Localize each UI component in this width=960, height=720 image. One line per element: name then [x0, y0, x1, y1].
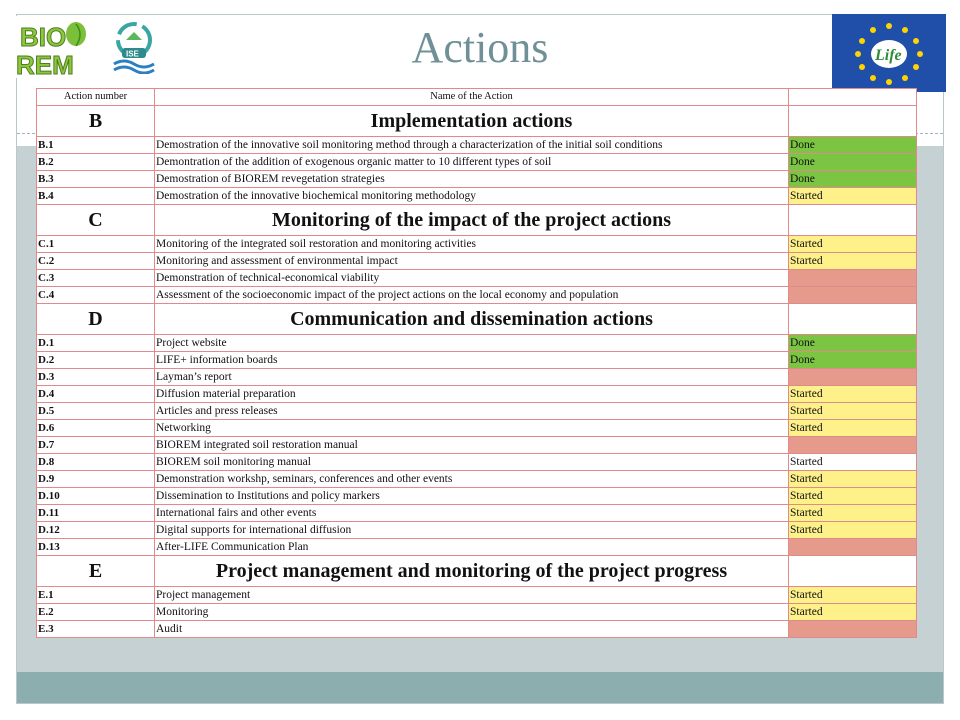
action-status — [789, 270, 917, 287]
action-number: D.13 — [37, 539, 155, 556]
action-status: Started — [789, 253, 917, 270]
action-status: Started — [789, 471, 917, 488]
table-row — [37, 236, 917, 253]
header-action-number: Action number — [37, 89, 155, 106]
action-number: B.3 — [37, 171, 155, 188]
table-row — [37, 437, 917, 454]
page-title: Actions — [411, 23, 549, 72]
action-status — [789, 287, 917, 304]
action-number: B.1 — [37, 137, 155, 154]
action-name: International fairs and other events — [155, 505, 789, 522]
action-status: Started — [789, 420, 917, 437]
section-status-cell — [789, 556, 917, 587]
section-status-cell — [789, 304, 917, 335]
action-number: D.9 — [37, 471, 155, 488]
section-row-d — [37, 304, 917, 335]
action-name: Monitoring — [155, 604, 789, 621]
action-number: C.1 — [37, 236, 155, 253]
table-row — [37, 454, 917, 471]
action-status: Done — [789, 171, 917, 188]
table-row — [37, 270, 917, 287]
action-number: D.3 — [37, 369, 155, 386]
action-name: Layman’s report — [155, 369, 789, 386]
action-name: Demonstration of technical-economical viability — [155, 270, 789, 287]
ise-logo — [104, 18, 166, 74]
action-number: D.11 — [37, 505, 155, 522]
action-number: E.3 — [37, 621, 155, 638]
table-row — [37, 253, 917, 270]
action-status: Started — [789, 403, 917, 420]
action-status: Done — [789, 154, 917, 171]
table-header-row — [37, 89, 917, 106]
action-status: Done — [789, 352, 917, 369]
section-row-b — [37, 106, 917, 137]
action-name: Assessment of the socioeconomic impact of the project actions on the local economy and population — [155, 287, 789, 304]
action-name: Project management — [155, 587, 789, 604]
action-status — [789, 437, 917, 454]
action-number: D.12 — [37, 522, 155, 539]
action-number: E.2 — [37, 604, 155, 621]
action-name: Demostration of BIOREM revegetation strategies — [155, 171, 789, 188]
action-name: Articles and press releases — [155, 403, 789, 420]
action-name: Monitoring of the integrated soil restoration and monitoring activities — [155, 236, 789, 253]
action-status: Started — [789, 604, 917, 621]
action-name: Demonstration workshp, seminars, conferences and other events — [155, 471, 789, 488]
table-row — [37, 171, 917, 188]
action-number: C.2 — [37, 253, 155, 270]
section-title: Project management and monitoring of the project progress — [155, 556, 789, 587]
action-status — [789, 369, 917, 386]
action-number: D.7 — [37, 437, 155, 454]
action-status: Started — [789, 188, 917, 205]
life-eu-logo — [832, 14, 946, 92]
action-name: Demontration of the addition of exogenous organic matter to 10 different types of soil — [155, 154, 789, 171]
action-name: BIOREM integrated soil restoration manual — [155, 437, 789, 454]
action-number: D.10 — [37, 488, 155, 505]
table-row — [37, 154, 917, 171]
action-name: Monitoring and assessment of environmental impact — [155, 253, 789, 270]
action-name: Diffusion material preparation — [155, 386, 789, 403]
action-status — [789, 621, 917, 638]
actions-table — [36, 88, 917, 638]
section-row-c — [37, 205, 917, 236]
section-status-cell — [789, 205, 917, 236]
action-status: Started — [789, 488, 917, 505]
section-status-cell — [789, 106, 917, 137]
table-row — [37, 188, 917, 205]
action-name: Digital supports for international diffusion — [155, 522, 789, 539]
action-number: D.6 — [37, 420, 155, 437]
ise-logo-text: ISE — [126, 49, 139, 59]
action-number: D.2 — [37, 352, 155, 369]
table-row — [37, 137, 917, 154]
table-row — [37, 386, 917, 403]
action-number: B.4 — [37, 188, 155, 205]
action-status: Done — [789, 335, 917, 352]
table-row — [37, 287, 917, 304]
action-name: Audit — [155, 621, 789, 638]
table-row — [37, 621, 917, 638]
life-logo-text: Life — [875, 47, 902, 64]
action-status: Started — [789, 505, 917, 522]
action-number: D.4 — [37, 386, 155, 403]
action-name: Networking — [155, 420, 789, 437]
table-row — [37, 505, 917, 522]
section-letter: C — [37, 205, 155, 236]
section-letter: D — [37, 304, 155, 335]
action-number: C.3 — [37, 270, 155, 287]
action-status: Started — [789, 386, 917, 403]
header-action-name: Name of the Action — [155, 89, 789, 106]
action-number: D.5 — [37, 403, 155, 420]
table-row — [37, 369, 917, 386]
section-title: Monitoring of the impact of the project actions — [155, 205, 789, 236]
action-status: Done — [789, 137, 917, 154]
section-title: Implementation actions — [155, 106, 789, 137]
table-row — [37, 539, 917, 556]
footer-bar — [17, 672, 943, 703]
action-name: Demostration of the innovative soil monitoring method through a characterization of the initial soil conditions — [155, 137, 789, 154]
table-row — [37, 604, 917, 621]
table-row — [37, 488, 917, 505]
action-number: D.1 — [37, 335, 155, 352]
action-number: D.8 — [37, 454, 155, 471]
section-letter: B — [37, 106, 155, 137]
table-row — [37, 352, 917, 369]
table-row — [37, 335, 917, 352]
action-number: E.1 — [37, 587, 155, 604]
section-letter: E — [37, 556, 155, 587]
table-row — [37, 403, 917, 420]
table-row — [37, 420, 917, 437]
biorem-logo — [14, 16, 94, 78]
action-number: B.2 — [37, 154, 155, 171]
action-status: Started — [789, 454, 917, 471]
section-title: Communication and dissemination actions — [155, 304, 789, 335]
table-row — [37, 587, 917, 604]
action-number: C.4 — [37, 287, 155, 304]
action-name: After-LIFE Communication Plan — [155, 539, 789, 556]
header-status — [789, 89, 917, 106]
action-name: BIOREM soil monitoring manual — [155, 454, 789, 471]
biorem-logo-bottom-text: REM — [16, 50, 74, 78]
section-row-e — [37, 556, 917, 587]
action-status — [789, 539, 917, 556]
action-name: Dissemination to Institutions and policy markers — [155, 488, 789, 505]
action-name: Demostration of the innovative biochemical monitoring methodology — [155, 188, 789, 205]
biorem-logo-top-text: BIO — [20, 22, 67, 52]
action-status: Started — [789, 522, 917, 539]
table-row — [37, 471, 917, 488]
action-status: Started — [789, 236, 917, 253]
table-row — [37, 522, 917, 539]
action-name: Project website — [155, 335, 789, 352]
action-status: Started — [789, 587, 917, 604]
action-name: LIFE+ information boards — [155, 352, 789, 369]
